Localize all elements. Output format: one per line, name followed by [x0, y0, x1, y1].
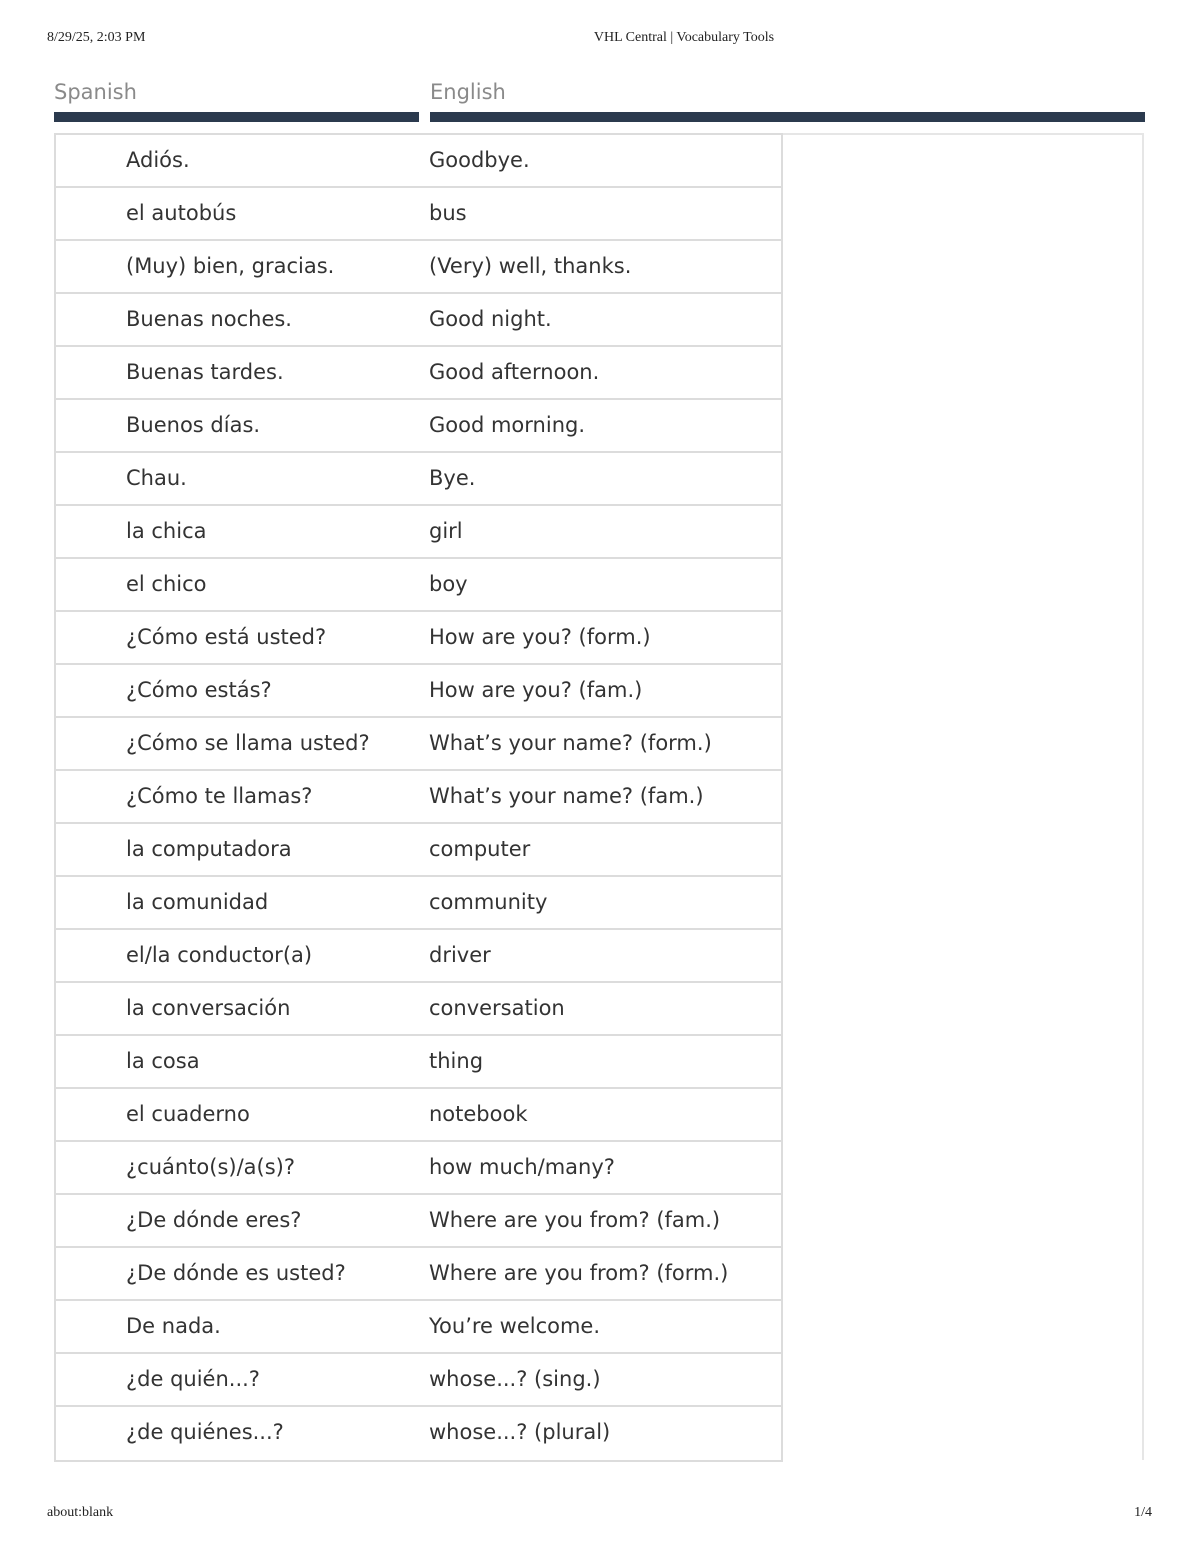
- vocab-english: whose...? (plural): [429, 1420, 611, 1444]
- column-header-english[interactable]: [430, 78, 1145, 124]
- vocab-row[interactable]: [56, 453, 781, 506]
- print-datetime: 8/29/25, 2:03 PM: [47, 30, 146, 45]
- vocab-english: Good afternoon.: [429, 360, 600, 384]
- vocab-english: Good night.: [429, 307, 552, 331]
- vocab-row[interactable]: [56, 771, 781, 824]
- print-footer: [0, 1505, 1200, 1525]
- print-url: about:blank: [47, 1505, 114, 1520]
- vocab-spanish: Buenas tardes.: [126, 360, 284, 384]
- vocab-spanish: la cosa: [126, 1049, 200, 1073]
- vocab-row[interactable]: [56, 506, 781, 559]
- print-page-number: 1/4: [1134, 1505, 1152, 1520]
- vocab-spanish: la comunidad: [126, 890, 269, 914]
- vocab-english: Good morning.: [429, 413, 586, 437]
- vocab-english: community: [429, 890, 548, 914]
- vocab-english: How are you? (form.): [429, 625, 651, 649]
- vocab-row[interactable]: [56, 1354, 781, 1407]
- print-page-title: VHL Central | Vocabulary Tools: [593, 30, 775, 45]
- column-header-english-label: English: [430, 80, 506, 104]
- column-header-spanish-label: Spanish: [54, 80, 137, 104]
- vocab-row[interactable]: [56, 718, 781, 771]
- vocab-row[interactable]: [56, 665, 781, 718]
- vocab-english: how much/many?: [429, 1155, 615, 1179]
- vocab-row[interactable]: [56, 877, 781, 930]
- vocab-spanish: ¿De dónde es usted?: [126, 1261, 346, 1285]
- vocab-spanish: ¿cuánto(s)/a(s)?: [126, 1155, 296, 1179]
- vocab-english: conversation: [429, 996, 565, 1020]
- vocab-english: (Very) well, thanks.: [429, 254, 632, 278]
- vocab-english: Goodbye.: [429, 148, 530, 172]
- vocab-english: What’s your name? (fam.): [429, 784, 704, 808]
- vocab-row[interactable]: [56, 1036, 781, 1089]
- vocab-spanish: ¿Cómo está usted?: [126, 625, 327, 649]
- vocab-row[interactable]: [56, 930, 781, 983]
- vocab-spanish: la computadora: [126, 837, 292, 861]
- vocab-spanish: Buenas noches.: [126, 307, 292, 331]
- vocab-row[interactable]: [56, 1195, 781, 1248]
- vocab-spanish: ¿de quiénes...?: [126, 1420, 284, 1444]
- vocab-row[interactable]: [56, 188, 781, 241]
- vocab-english: bus: [429, 201, 467, 225]
- vocab-spanish: la conversación: [126, 996, 291, 1020]
- vocab-row[interactable]: [56, 400, 781, 453]
- vocab-spanish: el chico: [126, 572, 207, 596]
- vocab-row[interactable]: [56, 1089, 781, 1142]
- vocab-english: Where are you from? (form.): [429, 1261, 729, 1285]
- vocab-spanish: (Muy) bien, gracias.: [126, 254, 335, 278]
- vocab-row[interactable]: [56, 1301, 781, 1354]
- vocab-row[interactable]: [56, 347, 781, 400]
- vocab-english: thing: [429, 1049, 484, 1073]
- vocab-english: driver: [429, 943, 491, 967]
- column-header-spanish[interactable]: [54, 78, 419, 124]
- vocab-spanish: Chau.: [126, 466, 187, 490]
- vocab-spanish: ¿Cómo estás?: [126, 678, 272, 702]
- vocab-spanish: el autobús: [126, 201, 237, 225]
- vocab-english: Where are you from? (fam.): [429, 1208, 721, 1232]
- vocab-row[interactable]: [56, 1407, 781, 1460]
- vocab-row[interactable]: [56, 1142, 781, 1195]
- print-header: [0, 30, 1200, 50]
- vocab-english: How are you? (fam.): [429, 678, 643, 702]
- vocab-english: girl: [429, 519, 463, 543]
- vocab-row[interactable]: [56, 983, 781, 1036]
- vocab-english: You’re welcome.: [429, 1314, 601, 1338]
- vocab-row[interactable]: [56, 1248, 781, 1301]
- column-header-bar: [430, 112, 1145, 122]
- vocab-english: boy: [429, 572, 468, 596]
- vocab-spanish: el cuaderno: [126, 1102, 250, 1126]
- vocab-english: Bye.: [429, 466, 476, 490]
- vocab-list: [54, 133, 783, 1462]
- vocab-row[interactable]: [56, 559, 781, 612]
- vocab-spanish: ¿de quién...?: [126, 1367, 260, 1391]
- vocab-spanish: el/la conductor(a): [126, 943, 313, 967]
- vocab-spanish: ¿De dónde eres?: [126, 1208, 302, 1232]
- column-headers: [54, 78, 1145, 124]
- vocab-english: whose...? (sing.): [429, 1367, 601, 1391]
- vocab-row[interactable]: [56, 241, 781, 294]
- vocab-row[interactable]: [56, 612, 781, 665]
- vocab-row[interactable]: [56, 294, 781, 347]
- vocab-spanish: ¿Cómo te llamas?: [126, 784, 313, 808]
- vocab-english: What’s your name? (form.): [429, 731, 712, 755]
- vocab-spanish: Adiós.: [126, 148, 190, 172]
- vocab-spanish: De nada.: [126, 1314, 221, 1338]
- vocab-spanish: Buenos días.: [126, 413, 261, 437]
- vocab-row[interactable]: [56, 824, 781, 877]
- vocab-row[interactable]: [56, 135, 781, 188]
- vocab-spanish: la chica: [126, 519, 207, 543]
- vocab-english: computer: [429, 837, 531, 861]
- column-header-bar: [54, 112, 419, 122]
- vocab-english: notebook: [429, 1102, 528, 1126]
- vocab-spanish: ¿Cómo se llama usted?: [126, 731, 370, 755]
